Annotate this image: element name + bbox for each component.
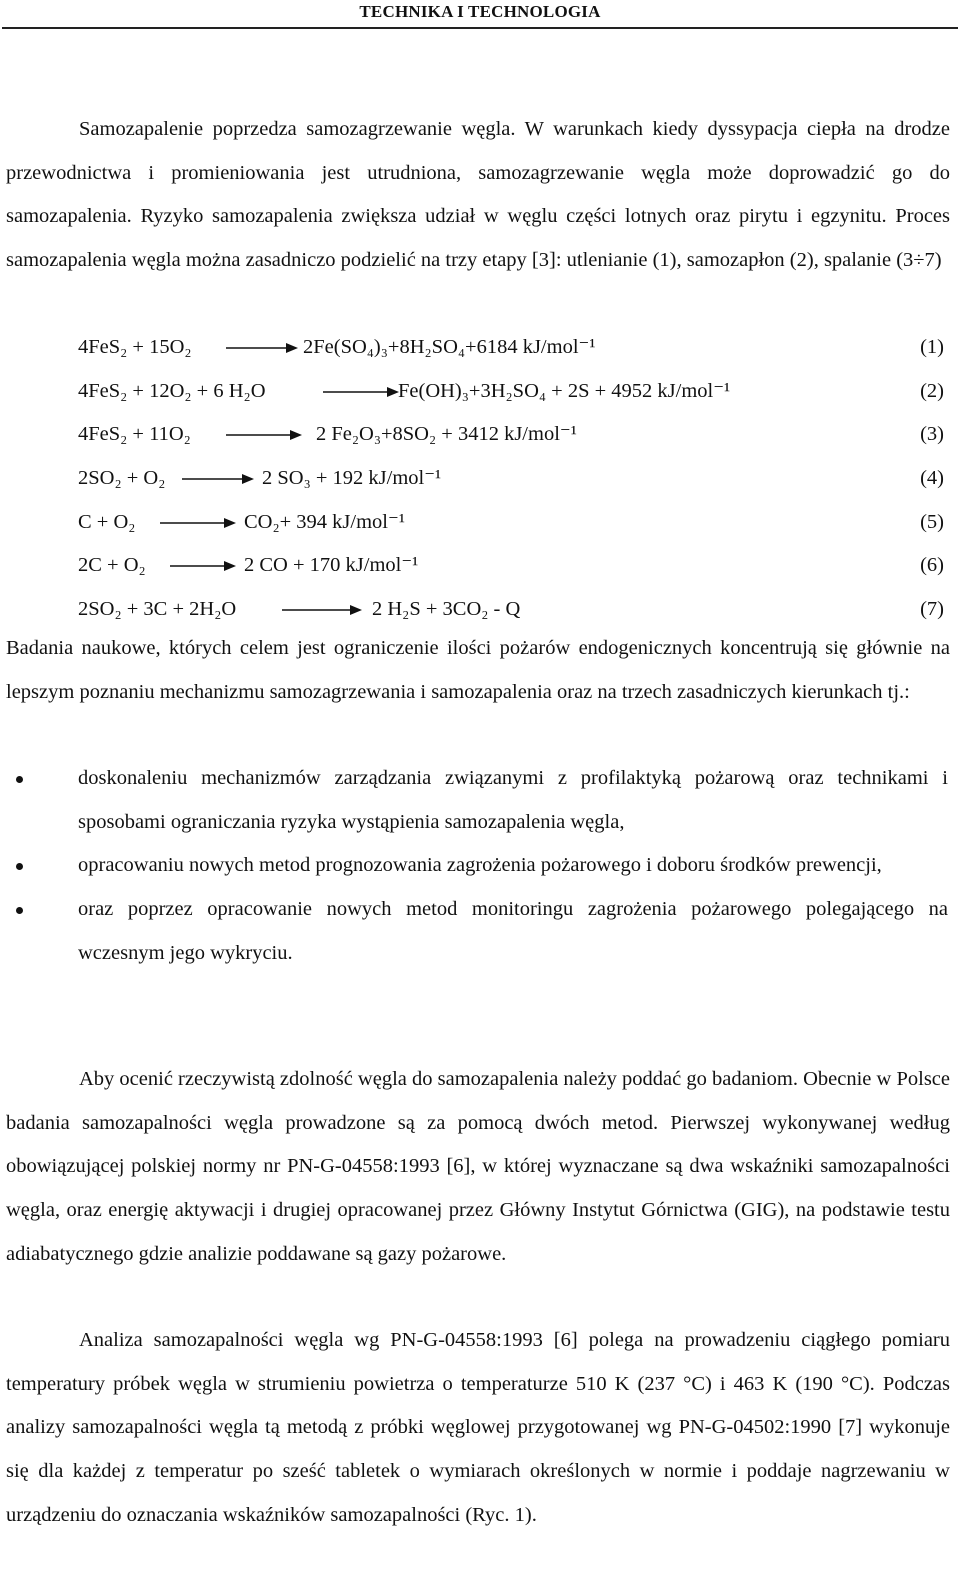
- equation-number: (1): [920, 336, 944, 358]
- equation-lhs: 2SO₂ + O₂: [78, 467, 166, 490]
- reaction-arrow-icon: [282, 599, 362, 621]
- equation-number: (6): [920, 554, 944, 577]
- equation-rhs: 2 H₂S + 3CO₂ - Q: [372, 598, 521, 621]
- equation-rhs: 2Fe(SO₄)₃+8H₂SO₄+6184 kJ/mol⁻¹: [303, 336, 596, 358]
- equation-rhs: 2 CO + 170 kJ/mol⁻¹: [244, 554, 419, 577]
- reaction-arrow-icon: [182, 468, 254, 490]
- reaction-arrow-icon: [160, 512, 236, 534]
- paragraph-intro: Samozapalenie poprzedza samozagrzewanie węgla. W warunkach kiedy dyssypacja ciepła na drodze przewodnictwa i promieniowania jest utrudniona, samozagrzewanie węgla może doprowadzić go do samozapalenia. Ryzyko samozapalenia zwiększa udział w węglu części lotnych oraz pirytu i egzynitu. Proces samozapalenia węgla można zasadniczo podzielić na trzy etapy [3]: utlenianie (1), samozapłon (2), spalanie (3÷7): [6, 118, 950, 272]
- equation-number: (2): [920, 379, 944, 402]
- bullet-icon: [16, 776, 23, 783]
- list-item: [78, 844, 948, 888]
- equation-6: [78, 544, 948, 588]
- paragraph-methods: Aby ocenić rzeczywistą zdolność węgla do samozapalenia należy poddać go badaniom. Obecnie w Polsce badania samozapalności węgla prowadzone są za pomocą dwóch metod. Pierwszej wykonywanej według obowiązującej polskiej normy nr PN-G-04558:1993 [6], w której wyznaczane są dwa wskaźniki samozapalności węgla, oraz energię aktywacji i drugiej opracowanej przez Główny Instytut Górnictwa (GIG), na podstawie testu adiabatycznego gdzie analizie poddawane są gazy pożarowe.: [6, 1068, 950, 1265]
- equation-1: [78, 326, 948, 370]
- equation-number: (7): [920, 598, 944, 621]
- equation-7: [78, 588, 948, 632]
- equation-rhs: 2 SO₃ + 192 kJ/mol⁻¹: [262, 467, 442, 490]
- equation-number: (4): [920, 467, 944, 490]
- reaction-equations: [78, 326, 948, 632]
- reaction-arrow-icon: [170, 555, 236, 577]
- bullet-icon: [16, 907, 23, 914]
- equation-lhs: 2C + O₂: [78, 554, 146, 577]
- equation-5: [78, 501, 948, 545]
- paragraph-research: Badania naukowe, których celem jest ograniczenie ilości pożarów endogenicznych koncentrują się głównie na lepszym poznaniu mechanizmu samozagrzewania i samozapalenia oraz na trzech zasadniczych kierunkach tj.:: [6, 637, 950, 703]
- equation-number: (3): [920, 423, 944, 446]
- equation-2: [78, 370, 948, 414]
- equation-number: (5): [920, 510, 944, 533]
- research-directions-list: [0, 757, 960, 976]
- equation-lhs: 4FeS₂ + 11O₂: [78, 423, 191, 446]
- reaction-arrow-icon: [226, 424, 302, 446]
- list-item: [78, 757, 948, 844]
- equation-4: [78, 457, 948, 501]
- equation-lhs: C + O₂: [78, 510, 136, 533]
- list-item-text: opracowaniu nowych metod prognozowania zagrożenia pożarowego i doboru środków prewencji,: [78, 854, 882, 877]
- bullet-icon: [16, 863, 23, 870]
- equation-rhs: 2 Fe₂O₃+8SO₂ + 3412 kJ/mol⁻¹: [316, 423, 577, 446]
- reaction-arrow-icon: [226, 337, 298, 359]
- equation-rhs: Fe(OH)₃+3H₂SO₄ + 2S + 4952 kJ/mol⁻¹: [398, 379, 731, 402]
- equation-lhs: 2SO₂ + 3C + 2H₂O: [78, 598, 237, 621]
- equation-lhs: 4FeS₂ + 12O₂ + 6 H₂O: [78, 379, 266, 402]
- header-title: TECHNIKA I TECHNOLOGIA: [359, 2, 601, 21]
- list-item-text: doskonaleniu mechanizmów zarządzania związanymi z profilaktyką pożarową oraz technikami i sposobami ograniczania ryzyka wystąpienia samozapalenia węgla,: [78, 767, 948, 833]
- equation-lhs: 4FeS₂ + 15O₂: [78, 336, 192, 358]
- equation-3: [78, 413, 948, 457]
- list-item: [78, 888, 948, 975]
- reaction-arrow-icon: [323, 381, 399, 403]
- paragraph-analysis: Analiza samozapalności węgla wg PN-G-04558:1993 [6] polega na prowadzeniu ciągłego pomiaru temperatury próbek węgla w strumieniu powietrza o temperaturze 510 K (237 °C) i 463 K (190 °C). Podczas analizy samozapalności węgla tą metodą z próbki węglowej przygotowanej wg PN-G-04502:1990 [7] wykonuje się dla każdej z temperatur po sześć tabletek o wymiarach określonych w normie i poddaje nagrzewaniu w urządzeniu do oznaczania wskaźników samozapalności (Ryc. 1).: [6, 1329, 950, 1526]
- equation-rhs: CO₂+ 394 kJ/mol⁻¹: [244, 510, 405, 533]
- header-rule: [2, 27, 958, 29]
- list-item-text: oraz poprzez opracowanie nowych metod monitoringu zagrożenia pożarowego polegającego na wczesnym jego wykryciu.: [78, 898, 948, 964]
